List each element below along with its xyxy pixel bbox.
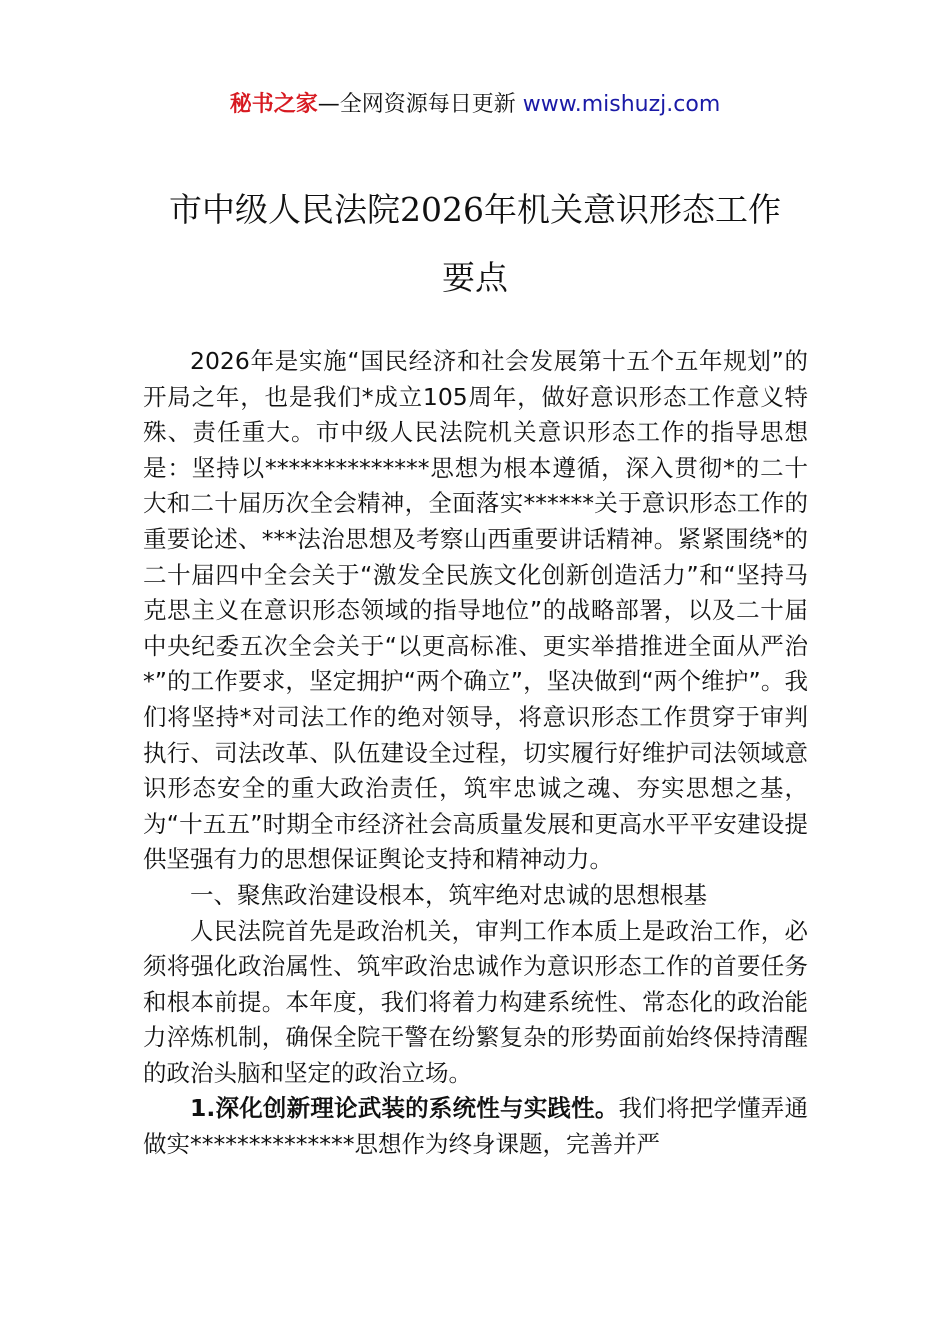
intro-paragraph: 2026年是实施“国民经济和社会发展第十五个五年规划”的开局之年，也是我们*成立105周年，做好意识形态工作意义特殊、责任重大。市中级人民法院机关意识形态工作的指导思想是：坚持以**************思想为根本遵循，深入贯彻*的二十大和二十届历次全会精神，全面落实******关于意识形态工作的重要论述、***法治思想及考察山西重要讲话精神。紧紧围绕*的二十届四中全会关于“激发全民族文化创新创造活力”和“坚持马克思主义在意识形态领域的指导地位”的战略部署，以及二十届中央纪委五次全会关于“以更高标准、更实举措推进全面从严治*”的工作要求，坚定拥护“两个确立”，坚决做到“两个维护”。我们将坚持*对司法工作的绝对领导，将意识形态工作贯穿于审判执行、司法改革、队伍建设全过程，切实履行好维护司法领域意识形态安全的重大政治责任，筑牢忠诚之魂、夯实思想之基，为“十五五”时期全市经济社会高质量发展和更高水平平安建设提供坚强有力的思想保证舆论支持和精神动力。 [143, 347, 808, 874]
site-header [0, 88, 950, 122]
item-1-lead: 1.深化创新理论武装的系统性与实践性。 [190, 1094, 619, 1123]
item-1-text: 我们将把学懂弄通做实**************思想作为终身课题，完善并严 [143, 1094, 809, 1159]
site-url-link[interactable]: www.mishuzj.com [522, 92, 721, 117]
document-title-line-2: 要点 [442, 258, 508, 297]
document-body [143, 344, 808, 1163]
section-1-paragraph: 人民法院首先是政治机关，审判工作本质上是政治工作，必须将强化政治属性、筑牢政治忠诚作为意识形态工作的首要任务和根本前提。本年度，我们将着力构建系统性、常态化的政治能力淬炼机制，确保全院干警在纷繁复杂的形势面前始终保持清醒的政治头脑和坚定的政治立场。 [143, 916, 808, 1087]
header-tagline: —全网资源每日更新 [317, 92, 523, 117]
document-title-line-1: 市中级人民法院2026年机关意识形态工作 [169, 190, 781, 229]
item-1-paragraph [143, 1091, 808, 1162]
section-1-heading: 一、聚焦政治建设根本，筑牢绝对忠诚的思想根基 [190, 880, 707, 909]
brand-name: 秘书之家 [229, 92, 318, 117]
